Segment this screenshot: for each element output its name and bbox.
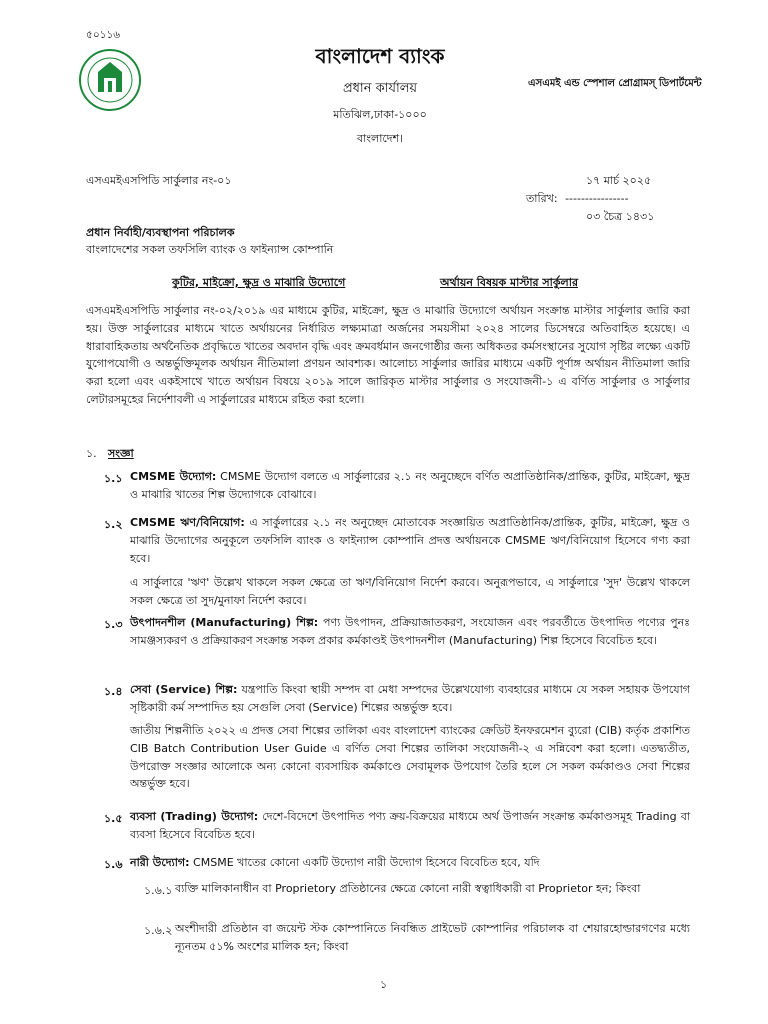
definition-number-1-2: ১.২ — [104, 518, 123, 531]
subject-part-1: কুটির, মাইক্রো, ক্ষুদ্র ও মাঝারি উদ্যোগে — [172, 276, 346, 289]
page-number: ১ — [380, 978, 388, 991]
definition-term: সেবা (Service) শিল্প: — [130, 683, 238, 696]
definition-term: নারী উদ্যোগ: — [130, 856, 190, 869]
definition-1-5 — [130, 808, 690, 844]
subclause-number-1-6-1: ১.৬.১ — [144, 884, 173, 897]
definition-1-1 — [130, 468, 690, 504]
definition-number-1-3: ১.৩ — [104, 618, 123, 631]
definition-1-4-extra: জাতীয় শিল্পনীতি ২০২২ এ প্রদত্ত সেবা শিল্পের তালিকা এবং বাংলাদেশ ব্যাংকের ক্রেডিট ইনফরমেশন ব্যুরো (CIB) কর্তৃক প্রকাশিত CIB Batch Contribution User Guide এ বর্ণিত সেবা শিল্পের তালিকা সংযোজনী-২ এ সন্নিবেশ করা হলো। এতদ্ব্যতীত, উপরোক্ত সংজ্ঞার আলোকে অন্য কোনো ব্যবসায়িক কর্মকাণ্ডে সেবামূলক উপযোগ তৈরি হলে সে সকল কর্মকাণ্ডও সেবা শিল্পের অন্তর্ভুক্ত হবে। — [130, 724, 690, 791]
office-name: প্রধান কার্যালয় — [342, 81, 418, 96]
recipient-line-2: বাংলাদেশের সকল তফসিলি ব্যাংক ও ফাইন্যান্স কোম্পানি — [86, 243, 334, 256]
subclause-1-6-1: ব্যক্তি মালিকানাধীন বা Proprietory প্রতিষ্ঠানের ক্ষেত্রে কোনো নারী স্বত্বাধিকারী বা Proprietor হন; কিংবা — [175, 882, 641, 895]
definition-1-3 — [130, 614, 690, 650]
date-gregorian: ১৭ মার্চ ২০২৫ — [586, 174, 652, 187]
date-dashes: ---------------- — [565, 192, 629, 205]
definition-number-1-4: ১.৪ — [104, 685, 123, 698]
definition-text: দেশে-বিদেশে উৎপাদিত পণ্য ক্রয়-বিক্রয়ের মাধ্যমে অর্থ উপার্জন সংক্রান্ত কর্মকাণ্ডসমূহ Trading বা ব্যবসা হিসেবে বিবেচিত হবে। — [130, 810, 691, 841]
subject-part-2: অর্থায়ন বিষয়ক মাস্টার সার্কুলার — [440, 276, 578, 289]
definition-text: যন্ত্রপাতি কিংবা স্থায়ী সম্পদ বা মেধা সম্পদের উল্লেখযোগ্য ব্যবহারের মাধ্যমে যে সকল সহায়ক উপযোগ সৃষ্টিকারী কর্ম সম্পাদিত হয় সেগুলি সেবা (Service) শিল্পের অন্তর্ভুক্ত হবে। — [130, 683, 690, 714]
date-label — [526, 190, 629, 209]
definition-1-2-extra: এ সার্কুলারে 'ঋণ' উল্লেখ থাকলে সকল ক্ষেত্রে তা ঋণ/বিনিয়োগ নির্দেশ করবে। অনুরূপভাবে, এ সার্কুলারে 'সুদ' উল্লেখ থাকলে সকল ক্ষেত্রে তা সুদ/মুনাফা নির্দেশ করবে। — [130, 576, 690, 607]
date-label-text: তারিখ: — [526, 192, 558, 205]
definition-number-1-1: ১.১ — [104, 472, 123, 485]
subclause-1-6-2: অংশীদারী প্রতিষ্ঠান বা জয়েন্ট স্টক কোম্পানিতে নিবন্ধিত প্রাইভেট কোম্পানির পরিচালক বা শেয়ারহোল্ডারগণের মধ্যে ন্যূনতম ৫১% অংশের মালিক হন; কিংবা — [175, 922, 690, 953]
definition-number-1-5: ১.৫ — [104, 812, 123, 825]
subclause-number-1-6-2: ১.৬.২ — [144, 924, 173, 937]
definition-1-4 — [130, 681, 690, 717]
memo-number: ৫০১১৬ — [86, 29, 121, 41]
definition-term: CMSME উদ্যোগ: — [130, 470, 217, 483]
section-1-number: ১. — [86, 447, 97, 460]
definition-text: CMSME খাতের কোনো একটি উদ্যোগ নারী উদ্যোগ হিসেবে বিবেচিত হবে, যদি — [193, 856, 540, 869]
definition-term: ব্যবসা (Trading) উদ্যোগ: — [130, 810, 259, 823]
section-1-title: সংজ্ঞা — [108, 447, 134, 460]
definition-text: এ সার্কুলারের ২.১ নং অনুচ্ছেদ মোতাবেক সংজ্ঞায়িত অপ্রাতিষ্ঠানিক/প্রান্তিক, কুটির, মাইক্রো, ক্ষুদ্র ও মাঝারি উদ্যোগের অনুকূলে তফসিলি ব্যাংক ও ফাইন্যান্স কোম্পানি প্রদত্ত অর্থায়নকে CMSME ঋণ/বিনিয়োগ হিসেবে গণ্য করা হবে। — [130, 516, 691, 565]
department-name: এসএমই এন্ড স্পেশাল প্রোগ্রামস্ ডিপার্টমেন্ট — [528, 78, 702, 89]
circular-number: এসএমইএসপিডি সার্কুলার নং-০১ — [86, 174, 232, 187]
definition-text: পণ্য উৎপাদন, প্রক্রিয়াজাতকরণ, সংযোজন এবং পরবর্তীতে উৎপাদিত পণ্যের পুনঃ সামঞ্জস্যকরণ ও প্রক্রিয়াকরণ সংক্রান্ত সকল প্রকার কর্মকাণ্ডই উৎপাদনশীল (Manufacturing) শিল্প হিসেবে বিবেচিত হবে। — [130, 616, 690, 647]
intro-paragraph: এসএমইএসপিডি সার্কুলার নং-০২/২০১৯ এর মাধ্যমে কুটির, মাইক্রো, ক্ষুদ্র ও মাঝারি উদ্যোগে অর্থায়ন সংক্রান্ত মাস্টার সার্কুলার জারি করা হয়। উক্ত সার্কুলারের মাধ্যমে খাতে অর্থায়নের নির্ধারিত লক্ষ্যমাত্রা অর্জনের সময়সীমা ২০২৪ সালের ডিসেম্বরে অতিবাহিত হয়েছে। এ ধারাবাহিকতায় অর্থনৈতিক প্রবৃদ্ধিতে খাতের অবদান বৃদ্ধি এবং ক্রমবর্ধমান জনগোষ্ঠীর জন্য অধিকতর কর্মসংস্থানের সুযোগ সৃষ্টির লক্ষ্যে একটি যুগোপযোগী ও অন্তর্ভুক্তিমূলক অর্থায়ন নীতিমালা প্রণয়ন আবশ্যক। আলোচ্য সার্কুলার জারির মাধ্যমে একটি পূর্ণাঙ্গ অর্থায়ন নীতিমালা জারি করা হলো এবং একইসাথে খাতে অর্থায়ন বিষয়ে ২০১৯ সালে জারিকৃত মাস্টার সার্কুলার ও সংযোজনী-১ এ বর্ণিত সার্কুলার ও সার্কুলার লেটারসমূহের নির্দেশাবলী এ সার্কুলারের মাধ্যমে রহিত করা হলো। — [86, 304, 690, 407]
bangladesh-bank-seal — [78, 48, 142, 112]
address-line-2: বাংলাদেশ। — [356, 132, 404, 145]
definition-term: CMSME ঋণ/বিনিয়োগ: — [130, 516, 245, 529]
definition-text: CMSME উদ্যোগ বলতে এ সার্কুলারের ২.১ নং অনুচ্ছেদে বর্ণিত অপ্রাতিষ্ঠানিক/প্রান্তিক, কুটির, মাইক্রো, ক্ষুদ্র ও মাঝারি খাতের শিল্প উদ্যোগকে বোঝাবে। — [130, 470, 690, 501]
bank-name: বাংলাদেশ ব্যাংক — [315, 44, 445, 68]
address-line-1: মতিঝিল,ঢাকা-১০০০ — [333, 108, 427, 121]
definition-number-1-6: ১.৬ — [104, 858, 123, 871]
definition-1-6 — [130, 854, 690, 872]
recipient-line-1: প্রধান নির্বাহী/ব্যবস্থাপনা পরিচালক — [86, 226, 235, 239]
definition-1-2 — [130, 514, 690, 567]
date-bangla: ০৩ চৈত্র ১৪৩১ — [586, 210, 655, 223]
definition-term: উৎপাদনশীল (Manufacturing) শিল্প: — [130, 616, 319, 629]
